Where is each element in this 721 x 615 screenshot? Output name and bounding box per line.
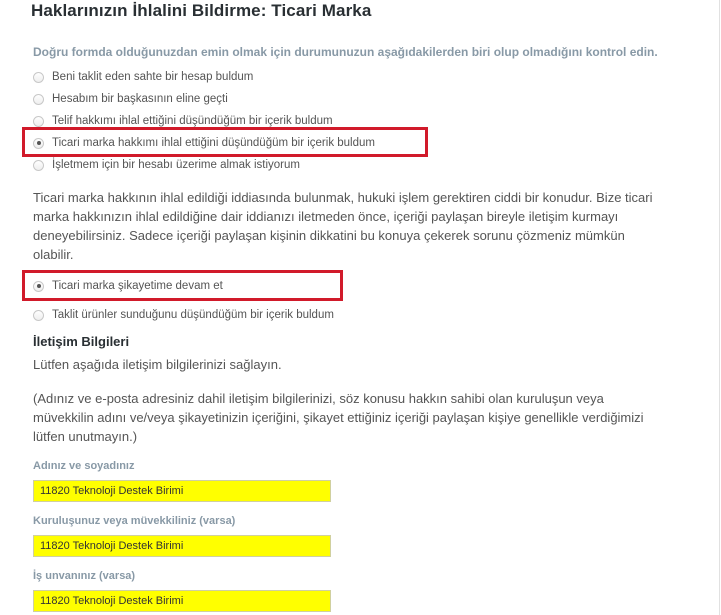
- radio-label: İşletmem için bir hesabı üzerime almak istiyorum: [52, 159, 300, 171]
- highlight-box-continue-option: [22, 270, 343, 301]
- radio-label: Ticari marka şikayetime devam et: [52, 280, 223, 292]
- full-name-label: Adınız ve soyadınız: [33, 460, 135, 472]
- job-title-label: İş unvanınız (varsa): [33, 570, 136, 582]
- radio-circle[interactable]: [33, 72, 44, 83]
- radio-label: Ticari marka hakkımı ihlal ettiğini düşündüğüm bir içerik buldum: [52, 137, 375, 149]
- radio-label: Telif hakkımı ihlal ettiğini düşündüğüm bir içerik buldum: [52, 115, 333, 127]
- radio-circle[interactable]: [33, 310, 44, 321]
- highlight-box-trademark-option: [22, 127, 428, 157]
- radio-option-counterfeit[interactable]: [33, 306, 334, 324]
- organization-field[interactable]: [33, 535, 331, 557]
- radio-circle[interactable]: [33, 160, 44, 171]
- radio-option-business-account[interactable]: [33, 156, 300, 174]
- radio-label: Taklit ürünler sunduğunu düşündüğüm bir içerik buldum: [52, 309, 334, 321]
- job-title-field[interactable]: [33, 590, 331, 612]
- page-title: Haklarınızın İhlalini Bildirme: Ticari Marka: [31, 1, 372, 20]
- form-hint: Doğru formda olduğunuzdan emin olmak için durumunuzun aşağıdakilerden biri olup olmadığını kontrol edin.: [33, 45, 658, 59]
- organization-label: Kuruluşunuz veya müvekkiliniz (varsa): [33, 515, 236, 527]
- contact-intro: Lütfen aşağıda iletişim bilgilerinizi sağlayın.: [33, 357, 282, 372]
- radio-circle[interactable]: [33, 94, 44, 105]
- page-right-border: [719, 0, 720, 615]
- contact-note: (Adınız ve e-posta adresiniz dahil iletişim bilgilerinizi, söz konusu hakkın sahibi olan kuruluşun veya müvekkilin adını ve/veya şikayetinizin içeriğini, şikayet ettiğiniz içeriği paylaşan kişiye genellikle verdiğimizi lütfen unutmayın.): [33, 391, 644, 444]
- radio-label: Beni taklit eden sahte bir hesap buldum: [52, 71, 254, 83]
- radio-option-fake-account[interactable]: [33, 68, 253, 86]
- radio-option-hacked-account[interactable]: [33, 90, 228, 108]
- contact-section-heading: İletişim Bilgileri: [33, 334, 130, 349]
- trademark-notice: Ticari marka hakkının ihlal edildiği iddiasında bulunmak, hukuki işlem gerektiren ciddi bir konudur. Bize ticari marka hakkınızın ihlal edildiğine dair iddianızı iletmeden önce, içeriği paylaşan bireyle iletişim kurmayı deneyebilirsiniz. Sadece içeriği paylaşan kişinin dikkatini bu konuya çekerek sorunu çözmeniz mümkün olabilir.: [33, 190, 653, 262]
- radio-label: Hesabım bir başkasının eline geçti: [52, 93, 228, 105]
- full-name-field[interactable]: [33, 480, 331, 502]
- radio-circle[interactable]: [33, 116, 44, 127]
